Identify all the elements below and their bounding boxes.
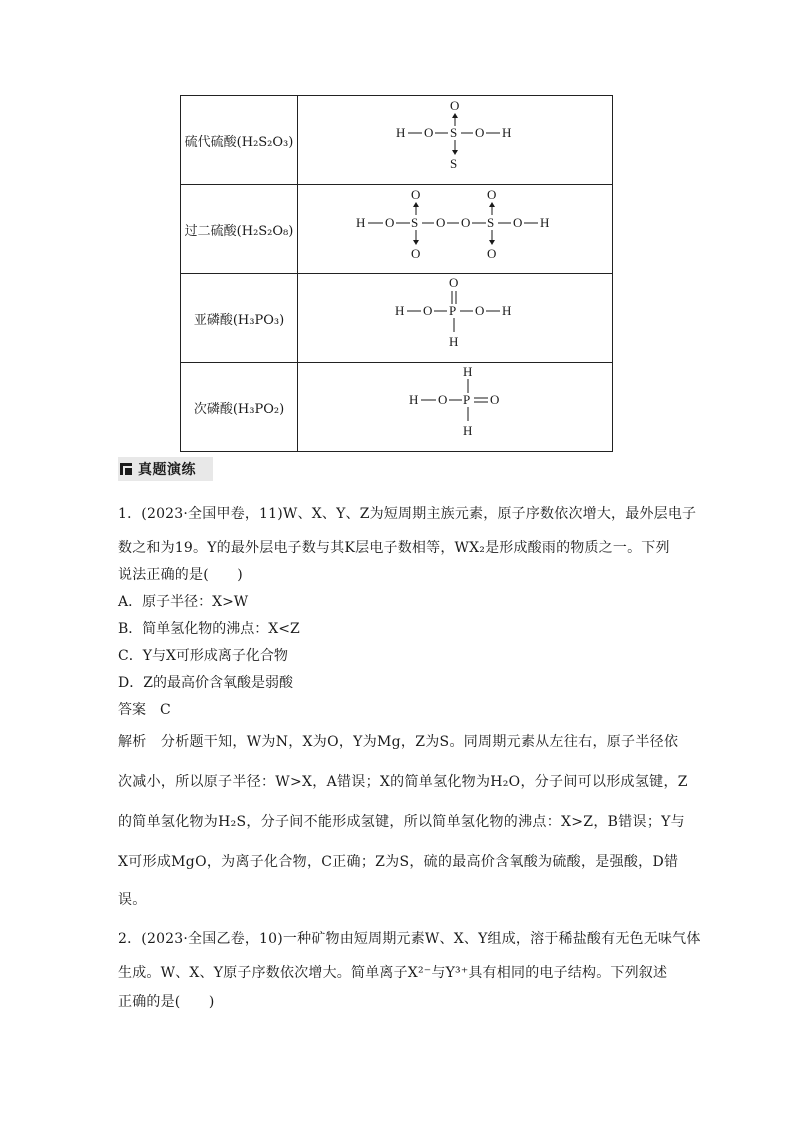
section-title: 真题演练 <box>138 462 196 478</box>
option-c: C．Y与X可形成离子化合物 <box>118 648 288 664</box>
svg-text:O: O <box>449 275 459 290</box>
svg-text:H: H <box>449 334 459 349</box>
svg-text:O: O <box>436 215 446 230</box>
option-b: B．简单氢化物的沸点：X<Z <box>118 621 300 637</box>
svg-text:O: O <box>490 392 500 407</box>
svg-text:P: P <box>449 303 457 318</box>
svg-text:H: H <box>395 303 405 318</box>
svg-text:O: O <box>450 98 460 113</box>
svg-text:H: H <box>356 215 366 230</box>
svg-text:H: H <box>540 215 550 230</box>
hypophosphorous-acid-structure <box>298 363 612 447</box>
acid-name: 亚磷酸(H₃PO₃) <box>181 274 298 363</box>
svg-text:O: O <box>487 187 497 202</box>
peroxydisulfuric-acid-structure <box>298 185 612 269</box>
svg-text:H: H <box>396 125 406 140</box>
question-1-line-2: 数之和为19。Y的最外层电子数与其K层电子数相等，WX₂是形成酸雨的物质之一。下列 <box>118 540 670 556</box>
question-2-line-2: 生成。W、X、Y原子序数依次增大。简单离子X²⁻与Y³⁺具有相同的电子结构。下列叙述 <box>118 965 668 981</box>
analysis-line-3: 的简单氢化物为H₂S，分子间不能形成氢键，所以简单氢化物的沸点：X>Z，B错误；Y与 <box>118 814 685 830</box>
structure-cell <box>298 363 613 452</box>
svg-text:O: O <box>475 303 485 318</box>
table-row <box>181 363 613 452</box>
analysis-line-5: 误。 <box>118 892 147 908</box>
svg-text:S: S <box>487 215 495 230</box>
structure-cell <box>298 274 613 363</box>
acid-name: 次磷酸(H₃PO₂) <box>181 363 298 452</box>
acid-name: 过二硫酸(H₂S₂O₈) <box>181 185 298 274</box>
acid-name: 硫代硫酸(H₂S₂O₃) <box>181 96 298 185</box>
table-row <box>181 185 613 274</box>
svg-text:S: S <box>450 156 458 171</box>
svg-text:H: H <box>502 303 512 318</box>
svg-text:O: O <box>513 215 523 230</box>
answer: 答案 C <box>118 702 171 718</box>
svg-text:H: H <box>409 392 419 407</box>
analysis-line-4: X可形成MgO，为离子化合物，C正确；Z为S，硫的最高价含氧酸为硫酸，是强酸，D错 <box>118 854 679 870</box>
svg-text:H: H <box>502 125 512 140</box>
oxoacid-structure-table <box>180 95 613 452</box>
svg-text:O: O <box>487 246 497 261</box>
table-row <box>181 274 613 363</box>
svg-text:O: O <box>411 187 421 202</box>
analysis-line-1: 解析 分析题干知，W为N，X为O，Y为Mg，Z为S。同周期元素从左往右，原子半径依 <box>118 734 679 750</box>
option-d: D．Z的最高价含氧酸是弱酸 <box>118 675 293 691</box>
svg-text:S: S <box>411 215 419 230</box>
section-header <box>118 457 213 481</box>
analysis-line-2: 次减小，所以原子半径：W>X，A错误；X的简单氢化物为H₂O，分子间可以形成氢键，Z <box>118 774 688 790</box>
svg-text:P: P <box>463 392 471 407</box>
question-1-line-1: 1．(2023·全国甲卷，11)W、X、Y、Z为短周期主族元素，原子序数依次增大，最外层电子 <box>118 506 697 522</box>
question-2-line-1: 2．(2023·全国乙卷，10)一种矿物由短周期元素W、X、Y组成，溶于稀盐酸有无色无味气体 <box>118 931 701 947</box>
svg-text:H: H <box>463 423 473 438</box>
structure-cell <box>298 96 613 185</box>
svg-text:O: O <box>438 392 448 407</box>
svg-text:O: O <box>385 215 395 230</box>
svg-text:H: H <box>463 364 473 379</box>
svg-text:O: O <box>475 125 485 140</box>
question-1-line-3: 说法正确的是( ) <box>118 567 243 583</box>
question-2-line-3: 正确的是( ) <box>118 994 215 1010</box>
option-a: A．原子半径：X>W <box>118 594 249 610</box>
svg-text:O: O <box>461 215 471 230</box>
svg-text:S: S <box>450 125 458 140</box>
svg-text:O: O <box>423 303 433 318</box>
table-row <box>181 96 613 185</box>
phosphorous-acid-structure <box>298 274 612 358</box>
svg-text:O: O <box>424 125 434 140</box>
thiosulfuric-acid-structure <box>298 96 612 180</box>
section-icon <box>120 463 132 475</box>
structure-cell <box>298 185 613 274</box>
svg-text:O: O <box>411 246 421 261</box>
